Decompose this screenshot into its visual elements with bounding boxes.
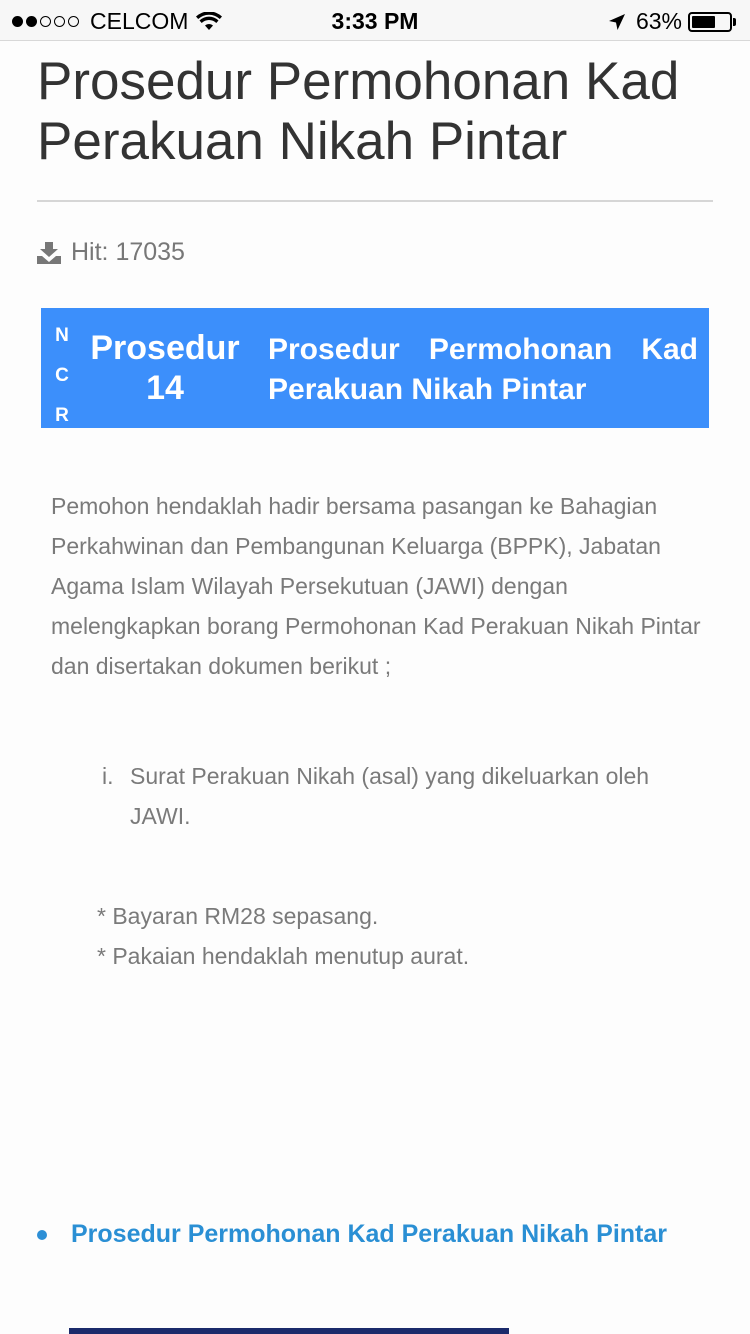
hit-count-text: Hit: 17035	[71, 238, 185, 266]
page-title: Prosedur Permohonan Kad Perakuan Nikah Pintar	[37, 52, 680, 171]
location-arrow-icon	[608, 13, 626, 31]
battery-cap	[733, 18, 736, 26]
procedure-number-block	[85, 328, 245, 408]
status-right	[608, 8, 736, 35]
related-link-item	[37, 1220, 667, 1249]
battery-level-fill	[692, 16, 715, 28]
ncr-letter: R	[55, 405, 69, 426]
list-item-text: Surat Perakuan Nikah (asal) yang dikeluarkan oleh JAWI.	[130, 763, 650, 829]
procedure-number: 14	[146, 369, 184, 407]
ncr-letter: N	[55, 325, 69, 346]
bullet-icon	[37, 1230, 47, 1240]
ncr-label	[52, 316, 72, 436]
status-time: 3:33 PM	[331, 8, 419, 34]
list-item	[102, 756, 702, 836]
title-divider	[37, 200, 713, 202]
carrier-name: CELCOM	[90, 8, 189, 34]
status-bar	[0, 0, 750, 41]
procedure-title: Prosedur Permohonan Kad Perakuan Nikah Pintar	[268, 333, 698, 406]
procedure-banner	[41, 308, 709, 428]
note-fee: * Bayaran RM28 sepasang.	[97, 903, 379, 929]
battery-icon	[688, 12, 732, 32]
procedure-label: Prosedur	[90, 329, 240, 367]
notes	[97, 896, 697, 976]
hit-counter	[37, 238, 185, 267]
procedure-link[interactable]: Prosedur Permohonan Kad Perakuan Nikah Pintar	[71, 1220, 667, 1248]
document-list	[102, 756, 702, 836]
ncr-letter: C	[55, 365, 69, 386]
intro-paragraph: Pemohon hendaklah hadir bersama pasangan ke Bahagian Perkahwinan dan Pembangunan Keluarga (BPPK), Jabatan Agama Islam Wilayah Persekutuan (JAWI) dengan melengkapkan borang Permohonan Kad Perakuan Nikah Pintar dan disertakan dokumen berikut ;	[51, 493, 701, 679]
download-icon	[37, 242, 61, 264]
bottom-banner-edge	[69, 1328, 509, 1334]
note-attire: * Pakaian hendaklah menutup aurat.	[97, 943, 470, 969]
battery-percent: 63%	[635, 8, 682, 34]
list-marker: i.	[102, 763, 114, 789]
